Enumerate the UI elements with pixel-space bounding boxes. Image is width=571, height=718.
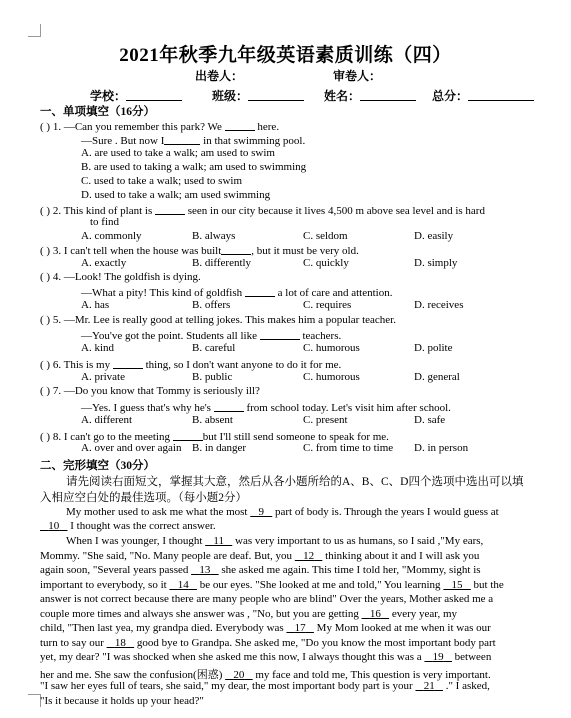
question-6: ( ) 6. This is my thing, so I don't want anyone to do it for me. bbox=[40, 359, 342, 371]
q2-line2: to find bbox=[90, 216, 120, 228]
name-blank[interactable] bbox=[360, 89, 416, 101]
q7-line2: —Yes. I guess that's why he's from school today. Let's visit him after school. bbox=[81, 402, 451, 414]
question-7: ( ) 7. —Do you know that Tommy is seriously ill? bbox=[40, 385, 260, 397]
q6-blank[interactable] bbox=[113, 357, 143, 369]
passage-text: My Mom looked at me when it was our bbox=[313, 622, 491, 634]
cloze-blank-21[interactable]: 21 bbox=[423, 680, 435, 692]
passage-line bbox=[40, 593, 493, 605]
q5-option-a: A. kind bbox=[81, 342, 114, 354]
author-field bbox=[195, 67, 243, 84]
class-blank[interactable] bbox=[248, 89, 304, 101]
cloze-blank-15[interactable]: 15 bbox=[451, 578, 463, 591]
class-label: 班级： bbox=[212, 89, 249, 103]
cloze-blank-9[interactable]: 9 bbox=[258, 506, 264, 518]
passage-line bbox=[40, 564, 481, 576]
passage-text: between bbox=[451, 651, 492, 663]
passage-text: part of body is. Through the years I would guess at bbox=[272, 506, 499, 518]
passage-text: When I was younger, I thought bbox=[66, 535, 206, 547]
q4-option-a: A. has bbox=[81, 299, 110, 311]
passage-text: couple more times and always she answer was , "No, but you are getting bbox=[40, 607, 362, 620]
q1-line2: —Sure . But now I in that swimming pool. bbox=[81, 135, 306, 147]
q2-blank[interactable] bbox=[155, 203, 185, 215]
q7-option-d: D. safe bbox=[414, 414, 446, 426]
q5-option-b: B. careful bbox=[192, 342, 236, 354]
passage-text: ." I asked, bbox=[442, 680, 490, 692]
q3-option-d: D. simply bbox=[414, 257, 458, 269]
q1-option-b: B. are used to taking a walk; am used to swimming bbox=[81, 161, 307, 173]
q3-option-b: B. differently bbox=[192, 257, 252, 269]
cloze-blank-13[interactable]: 13 bbox=[199, 564, 211, 576]
q4-option-c: C. requires bbox=[303, 299, 352, 311]
score-label: 总分： bbox=[432, 89, 469, 103]
cloze-blank-14[interactable]: 14 bbox=[177, 578, 189, 591]
passage-text: Mommy. "She said, "No. Many people are deaf. But, you bbox=[40, 549, 295, 562]
passage-text: she asked me again. This time I told her, "Mommy, sight is bbox=[218, 564, 481, 576]
q6-option-d: D. general bbox=[414, 371, 460, 383]
q6-option-a: A. private bbox=[81, 371, 125, 383]
cloze-blank-12[interactable]: 12 bbox=[303, 549, 315, 562]
q6-option-c: C. humorous bbox=[303, 371, 360, 383]
passage-text: every year, my bbox=[389, 607, 458, 620]
q2-option-a: A. commonly bbox=[81, 230, 142, 242]
q8-blank[interactable] bbox=[173, 429, 203, 441]
q7-option-c: C. present bbox=[303, 414, 348, 426]
q8-option-d: D. in person bbox=[414, 442, 469, 454]
passage-line bbox=[40, 695, 204, 707]
q7-blank[interactable] bbox=[214, 400, 244, 412]
instruction-line2: 入相应空白处的最佳选项。（每小题2分） bbox=[40, 492, 247, 504]
cloze-blank-20[interactable]: 20 bbox=[233, 668, 245, 681]
cloze-blank-18[interactable]: 18 bbox=[114, 636, 126, 649]
passage-line bbox=[40, 550, 479, 562]
page-title: 2021年秋季九年级英语素质训练（四） bbox=[119, 45, 452, 66]
passage-text: important to everybody, so it bbox=[40, 578, 170, 591]
passage-text: I thought was the correct answer. bbox=[67, 520, 216, 532]
section2-heading: 二、完形填空（30分） bbox=[40, 460, 155, 472]
passage-text: "Is it because it holds up your head?" bbox=[40, 694, 204, 707]
q2-option-b: B. always bbox=[192, 230, 236, 242]
question-2: ( ) 2. This kind of plant is seen in our city because it lives 4,500 m above sea level and is hard bbox=[40, 205, 485, 217]
q6-options bbox=[81, 371, 525, 383]
passage-text: but the bbox=[470, 578, 504, 591]
passage-text: answer is not correct because there are many people who are blind" Over the years, Mother asked me a bbox=[40, 593, 494, 605]
q5-options bbox=[81, 342, 525, 354]
question-3: ( ) 3. I can't tell when the house was built , but it must be very old. bbox=[40, 245, 359, 257]
section1-heading: 一、单项填空（16分） bbox=[40, 106, 155, 118]
q8-options bbox=[81, 442, 525, 454]
q8-option-b: B. in danger bbox=[192, 442, 247, 454]
q1-option-a: A. are used to take a walk; am used to swim bbox=[81, 147, 275, 159]
q2-option-d: D. easily bbox=[414, 230, 454, 242]
passage-text: her and me. She saw the confusion(困惑) bbox=[40, 668, 226, 681]
cloze-blank-16[interactable]: 16 bbox=[369, 607, 381, 620]
q6-option-b: B. public bbox=[192, 371, 233, 383]
passage-line bbox=[66, 535, 483, 547]
q3-option-a: A. exactly bbox=[81, 257, 127, 269]
question-5: ( ) 5. —Mr. Lee is really good at telling jokes. This makes him a popular teacher. bbox=[40, 314, 396, 326]
q2-option-c: C. seldom bbox=[303, 230, 348, 242]
q7-options bbox=[81, 414, 525, 426]
q2-options bbox=[81, 230, 525, 242]
q4-blank[interactable] bbox=[245, 285, 275, 297]
question-4: ( ) 4. —Look! The goldfish is dying. bbox=[40, 271, 201, 283]
cloze-blank-19[interactable]: 19 bbox=[432, 651, 444, 663]
school-blank[interactable] bbox=[126, 89, 182, 101]
q3-option-c: C. quickly bbox=[303, 257, 349, 269]
q4-option-b: B. offers bbox=[192, 299, 231, 311]
question-8: ( ) 8. I can't go to the meeting but I'll still send someone to speak for me. bbox=[40, 431, 389, 443]
passage-text: my face and told me, This question is very important. bbox=[252, 668, 491, 681]
cloze-blank-17[interactable]: 17 bbox=[294, 622, 306, 634]
corner-mark-top bbox=[28, 24, 41, 37]
passage-text: turn to say our bbox=[40, 636, 107, 649]
info-row bbox=[90, 87, 534, 104]
q1-blank[interactable] bbox=[225, 119, 255, 131]
passage-line bbox=[40, 608, 457, 620]
passage-line bbox=[40, 622, 491, 634]
question-1: ( ) 1. —Can you remember this park? We here. bbox=[40, 121, 280, 133]
q5-option-c: C. humorous bbox=[303, 342, 360, 354]
reviewer-field bbox=[333, 67, 381, 84]
q7-option-b: B. absent bbox=[192, 414, 233, 426]
passage-line bbox=[40, 680, 490, 692]
passage-line bbox=[40, 637, 496, 649]
passage-line bbox=[40, 651, 491, 663]
passage-line bbox=[40, 520, 216, 532]
score-blank[interactable] bbox=[468, 89, 534, 101]
q1-option-c: C. used to take a walk; used to swim bbox=[81, 175, 243, 187]
q5-option-d: D. polite bbox=[414, 342, 453, 354]
q7-option-a: A. different bbox=[81, 414, 133, 426]
q5-blank[interactable] bbox=[260, 328, 300, 340]
reviewer-label: 审卷人： bbox=[333, 69, 382, 83]
q5-line2: —You've got the point. Students all like teachers. bbox=[81, 330, 342, 342]
name-label: 姓名： bbox=[324, 89, 361, 103]
q8-option-c: C. from time to time bbox=[303, 442, 394, 454]
q3-blank[interactable] bbox=[221, 243, 251, 255]
q4-option-d: D. receives bbox=[414, 299, 464, 311]
passage-text: again soon, "Several years passed bbox=[40, 564, 192, 576]
instruction-line1: 请先阅读右面短文，掌握其大意，然后从各小题所给的A、B、C、D四个选项中选出可以填 bbox=[66, 476, 524, 488]
cloze-blank-10[interactable]: 10 bbox=[48, 520, 60, 532]
q4-options bbox=[81, 299, 525, 311]
passage-text: My mother used to ask me what the most bbox=[66, 506, 251, 518]
q3-options bbox=[81, 257, 525, 269]
passage-text: be our eyes. "She looked at me and told," You learning bbox=[196, 578, 444, 591]
q8-option-a: A. over and over again bbox=[81, 442, 182, 454]
q1-option-d: D. used to take a walk; am used swimming bbox=[81, 189, 271, 201]
q1-blank2[interactable] bbox=[164, 133, 200, 145]
author-label: 出卷人： bbox=[195, 69, 244, 83]
passage-text: thinking about it and I will ask you bbox=[322, 549, 480, 562]
passage-line bbox=[66, 506, 499, 518]
school-label: 学校： bbox=[90, 89, 127, 103]
passage-text: yet, my dear? "I was shocked when she asked me this now, I always thought this was a bbox=[40, 651, 425, 663]
passage-text: child, "Then last yea, my grandpa died. Everybody was bbox=[40, 622, 287, 634]
passage-text: "I saw her eyes full of tears, she said," my dear, the most important body part is your bbox=[40, 680, 416, 692]
passage-line bbox=[40, 579, 504, 591]
passage-text: good bye to Grandpa. She asked me, "Do you know the most important body part bbox=[134, 636, 496, 649]
q4-line2: —What a pity! This kind of goldfish a lot of care and attention. bbox=[81, 287, 393, 299]
cloze-blank-11[interactable]: 11 bbox=[213, 535, 225, 547]
passage-text: was very important to us as humans, so I said ,"My ears, bbox=[232, 535, 484, 547]
